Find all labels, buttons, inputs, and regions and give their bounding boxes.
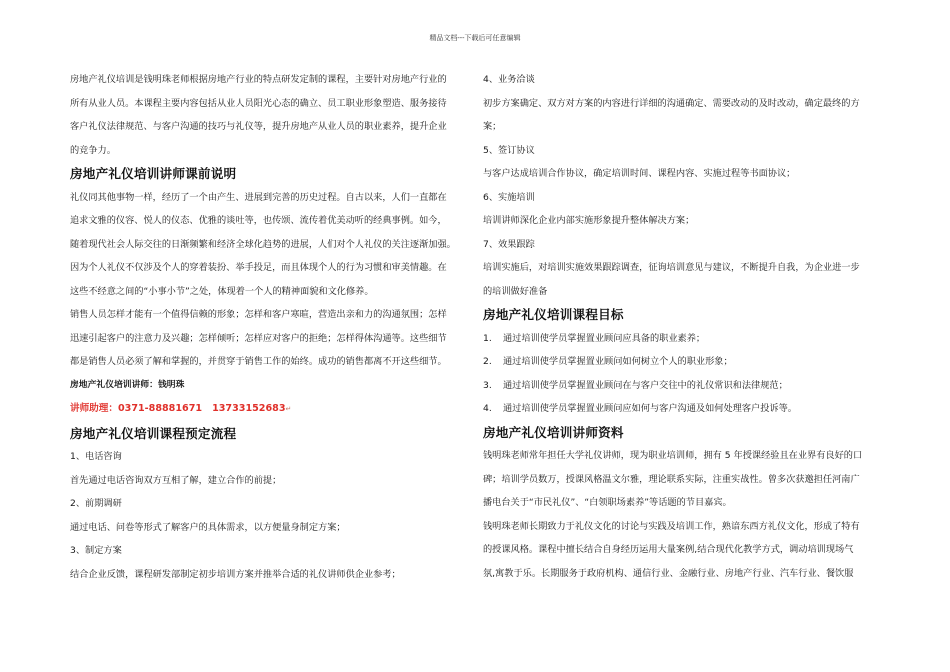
bio-line: 碑；培训学员数万，授课风格温文尔雅，理论联系实际，注重实战性。曾多次获邀担任河南广 <box>483 473 860 485</box>
flow-line: 通过电话、问卷等形式了解客户的具体需求，以方便量身制定方案； <box>70 521 346 533</box>
flow-line: 4、业务洽谈 <box>483 74 535 85</box>
intro-line: 的竞争力。 <box>70 144 116 156</box>
flow-line: 培训讲师深化企业内部实施形象提升整体解决方案； <box>483 215 695 226</box>
flow-line: 2、前期调研 <box>70 498 122 509</box>
flow-line: 5、签订协议 <box>483 144 535 156</box>
flow-line: 案； <box>483 121 502 132</box>
contact-mobile: 13733152683 <box>212 403 286 414</box>
flow-line: 首先通过电话咨询双方互相了解，建立合作的前提； <box>70 474 282 486</box>
intro-line: 所有从业人员。本课程主要内容包括从业人员阳光心态的确立、员工职业形象塑造、服务接待 <box>70 97 447 109</box>
body-line: 迅速引起客户的注意力及兴趣；怎样倾听；怎样应对客户的拒绝；怎样得体沟通等。这些细节 <box>70 332 447 344</box>
body-line: 追求文雅的仪容、悦人的仪态、优雅的谈吐等，也传颂、流传着优美动听的经典事例。如今， <box>70 215 447 226</box>
bio-line: 氛,寓教于乐。长期服务于政府机构、通信行业、金融行业、房地产行业、汽车行业、餐饮服 <box>483 567 854 579</box>
page-header: 精品文档---下载后可任意编辑 <box>429 34 521 42</box>
section-heading-booking-flow: 房地产礼仪培训课程预定流程 <box>70 425 237 441</box>
body-line: 随着现代社会人际交往的日渐频繁和经济全球化趋势的进展，人们对个人礼仪的关注逐渐加强。 <box>70 238 456 250</box>
body-line: 都是销售人员必须了解和掌握的，并贯穿于销售工作的始终。成功的销售都离不开这些细节。 <box>70 356 447 367</box>
body-line: 销售人员怎样才能有一个值得信赖的形象；怎样和客户寒暄，营造出亲和力的沟通氛围；怎样 <box>70 309 447 320</box>
flow-line: 3、制定方案 <box>70 545 122 556</box>
list-item <box>483 397 883 421</box>
right-column <box>483 68 883 585</box>
flow-line: 1、电话咨询 <box>70 451 122 462</box>
body-line: 这些不经意之间的“小事小节”之处，体现着一个人的精神面貌和文化修养。 <box>70 285 374 297</box>
flow-line: 的培训做好准备 <box>483 285 548 297</box>
flow-line: 结合企业反馈，课程研发部制定初步培训方案并推举合适的礼仪讲师供企业参考； <box>70 568 401 580</box>
section-heading-trainer-profile: 房地产礼仪培训讲师资料 <box>483 424 624 440</box>
bio-line: 钱明珠老师常年担任大学礼仪讲师，现为职业培训师，拥有 5 年授课经验且在业界有良好的口 <box>483 450 863 461</box>
contact-phone: 讲师助理：0371-88881671 <box>70 403 203 414</box>
contact-line <box>70 397 466 422</box>
intro-line: 房地产礼仪培训是钱明珠老师根据房地产行业的特点研发定制的课程，主要针对房地产行业的 <box>70 74 447 85</box>
paragraph-mark: ↵ <box>285 405 292 413</box>
flow-line: 初步方案确定、双方对方案的内容进行详细的沟通确定、需要改动的及时改动，确定最终的方 <box>483 97 860 109</box>
bio-line: 的授课风格。课程中擅长结合自身经历运用大量案例,结合现代化教学方式，调动培训现场气 <box>483 544 854 555</box>
list-item-number: 2. <box>483 356 492 367</box>
body-line: 礼仪同其他事物一样，经历了一个由产生、进展到完善的历史过程。自古以来，人们一直都在 <box>70 191 447 203</box>
list-item <box>483 327 883 351</box>
flow-line: 培训实施后，对培训实施效果跟踪调查，征询培训意见与建议，不断提升自我，为企业进一步 <box>483 262 860 273</box>
body-line: 因为个人礼仪不仅涉及个人的穿着装扮、举手投足，而且体现个人的行为习惯和审美情趣。在 <box>70 262 447 273</box>
flow-line: 6、实施培训 <box>483 191 535 203</box>
list-item-text: 通过培训使学员掌握置业顾问在与客户交往中的礼仪常识和法律规范； <box>503 379 788 391</box>
list-item-number: 3. <box>483 379 492 391</box>
section-heading-course-goals: 房地产礼仪培训课程目标 <box>483 307 624 322</box>
list-item-text: 通过培训使学员掌握置业顾问应具备的职业素养； <box>503 332 706 344</box>
list-item <box>483 350 883 374</box>
list-item-text: 通过培训使学员掌握置业顾问应如何与客户沟通及如何处理客户投诉等。 <box>503 403 797 414</box>
list-item <box>483 374 883 398</box>
intro-line: 客户礼仪法律规范、与客户沟通的技巧与礼仪等，提升房地产从业人员的职业素养，提升企业 <box>70 121 447 132</box>
list-item-number: 1. <box>483 332 492 344</box>
list-item-number: 4. <box>483 403 492 414</box>
flow-line: 7、效果跟踪 <box>483 238 535 250</box>
bio-line: 播电台关于“市民礼仪”、“白领职场素养”等话题的节目嘉宾。 <box>483 497 732 508</box>
section-heading-pre-course: 房地产礼仪培训讲师课前说明 <box>70 166 237 181</box>
bio-line: 钱明珠老师长期致力于礼仪文化的讨论与实践及培训工作，熟谙东西方礼仪文化，形成了特有 <box>483 520 860 532</box>
trainer-label: 房地产礼仪培训讲师：钱明珠 <box>70 379 185 390</box>
goals-list <box>483 327 883 421</box>
list-item-text: 通过培训使学员掌握置业顾问如何树立个人的职业形象； <box>503 356 733 367</box>
left-column <box>70 68 466 586</box>
flow-line: 与客户达成培训合作协议，确定培训时间、课程内容、实施过程等书面协议； <box>483 168 796 179</box>
